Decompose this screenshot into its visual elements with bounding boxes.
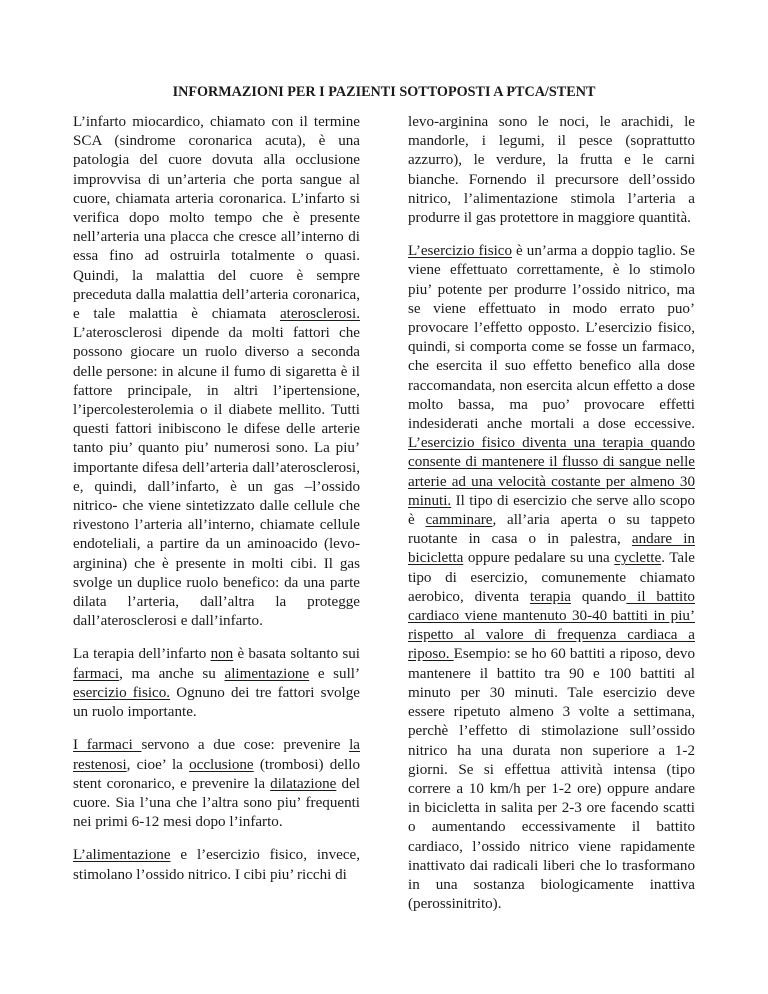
document-title: INFORMAZIONI PER I PAZIENTI SOTTOPOSTI A PTCA/STENT xyxy=(172,84,596,100)
underlined-term: alimentazione xyxy=(224,665,310,682)
text: è un’arma a doppio taglio. Se viene effettuato correttamente, è lo stimolo piu’ potente per produrre l’ossido nitrico, ma se viene effettuato in modo errato puo’ provocare l’effetto opposto. L’esercizio fisico, quindi, si comporta come se fosse un farmaco, che esercita il suo effetto benefico alla dose raccomandata, non esercita alcun effetto a dose molto bassa, ma puo’ provocare effetti indesiderati anche mortali a dose eccessive. xyxy=(408,243,695,433)
text: levo-arginina sono le noci, le arachidi, le mandorle, i legumi, il pesce (soprattutto azzurro), le verdure, la frutta e le carni bianche. Fornendo il precursore dell’ossido nitrico, l’alimentazione stimola l’arteria a produrre il gas protettore in maggiore quantità. xyxy=(408,114,695,227)
text: , all’aria aperta o su tappeto ruotante in casa o in palestra, xyxy=(408,512,695,548)
text: e sull’ xyxy=(309,665,360,682)
text: L’infarto miocardico, chiamato con il termine SCA (sindrome coronarica acuta), è una patologia del cuore dovuta alla occlusione improvvisa di un’arteria che porta sangue al cuore, chiamata arteria coronarica. L’infarto si verifica dopo molto tempo che è presente nell’arteria una placca che cresce all’interno di essa fino ad ostruirla totalmente o quasi. Quindi, la malattia del cuore è sempre preceduta dalla malattia dell’arteria coronarica, e tale malattia è chiamata xyxy=(73,114,360,323)
underlined-term: farmaci xyxy=(73,665,120,682)
text: è basata soltanto sui xyxy=(233,646,360,663)
paragraph-nutrition xyxy=(73,846,360,884)
text: . Tale tipo di esercizio, comunemente chiamato aerobico, diventa xyxy=(408,550,695,605)
text: quando xyxy=(570,588,627,605)
text: (trombosi) dello stent coronarico, e prevenire la xyxy=(73,756,360,792)
underlined-term: occlusione xyxy=(189,756,254,773)
text: Esempio: se ho 60 battiti a riposo, devo mantenere il battito tra 90 e 100 battiti al minuto per 30 minuti. Tale esercizio deve essere ripetuto almeno 3 volte a settimana, perchè l’effetto di stimolazione sull’ossido nitrico ha una durata non superiore a 1-2 giorni. Se si effettua attività intensa (tipo correre a 10 km/h per 1-2 ore) oppure andare in bicicletta in salita per 2-3 ore facendo scatti o aumentando eccessivamente il battito cardiaco, l’ossido nitrico viene rapidamente inattivato dai radicali liberi che lo trasformano in una sostanza biologicamente inattiva (perossinitrito). xyxy=(408,646,696,913)
underlined-term: il battito cardiaco viene mantenuto 30-40 battiti in piu’ rispetto al valore di frequenza cardiaca a riposo. xyxy=(408,588,695,663)
text: oppure pedalare su una xyxy=(463,550,615,567)
underlined-term: non xyxy=(210,646,234,663)
underlined-term: andare in bicicletta xyxy=(408,531,695,567)
right-column xyxy=(408,113,695,928)
text: servono a due cose: prevenire xyxy=(141,737,350,754)
paragraph-drugs xyxy=(73,736,360,832)
left-column xyxy=(73,113,360,899)
underlined-term: esercizio fisico. xyxy=(73,684,171,701)
text: , ma anche su xyxy=(119,665,225,682)
underlined-term: dilatazione xyxy=(270,775,337,792)
underlined-term: L’alimentazione xyxy=(73,847,171,864)
text: Ognuno dei tre fattori svolge un ruolo importante. xyxy=(73,684,360,721)
text: e l’esercizio fisico, invece, stimolano l’ossido nitrico. I cibi piu’ ricchi di xyxy=(73,847,360,883)
paragraph-foods xyxy=(408,113,695,228)
paragraph-therapy xyxy=(73,645,360,722)
underlined-term: camminare xyxy=(425,512,493,529)
text: del cuore. Sia l’una che l’altra sono piu’ frequenti nei primi 6-12 mesi dopo l’infarto. xyxy=(73,775,360,831)
underlined-term: aterosclerosi. xyxy=(279,306,360,323)
underlined-term: L’esercizio fisico xyxy=(408,243,513,260)
paragraph-exercise xyxy=(408,242,695,914)
underlined-term: cyclette xyxy=(614,550,662,567)
paragraph-intro xyxy=(73,113,360,631)
text: Il tipo di esercizio che serve allo scopo è xyxy=(408,492,695,529)
underlined-term: I farmaci xyxy=(73,737,142,754)
text: L’aterosclerosi dipende da molti fattori che possono giocare un ruolo diverso a seconda delle persone: in alcune il fumo di sigaretta è il fattore principale, in altri l’ipertensione, l’ipercolesterolemia o il diabete mellito. Tutti questi fattori inibiscono le difese delle arterie tanto piu’ quanto piu’ numerosi sono. La piu’ importante difesa dell’arteria dall’aterosclerosi, e, quindi, dall’infarto, è un gas –l’ossido nitrico- che viene sintetizzato dalle cellule che rivestono l’arteria all’interno, chiamate cellule endoteliali, a partire da un aminoacido (levo-arginina) che è presente in molti cibi. Il gas svolge un duplice ruolo benefico: da una parte dilata l’arteria, dall’altra la protegge dall’aterosclerosi e dall’infarto. xyxy=(73,325,360,630)
text: La terapia dell’infarto xyxy=(73,646,211,663)
underlined-term: L’esercizio fisico diventa una terapia quando consente di mantenere il flusso di sangue nelle arterie ad una velocità costante per almeno 30 minuti. xyxy=(408,435,695,509)
underlined-term: la restenosi xyxy=(73,737,360,773)
underlined-term: terapia xyxy=(529,588,571,605)
text: , cioe’ la xyxy=(126,756,190,773)
